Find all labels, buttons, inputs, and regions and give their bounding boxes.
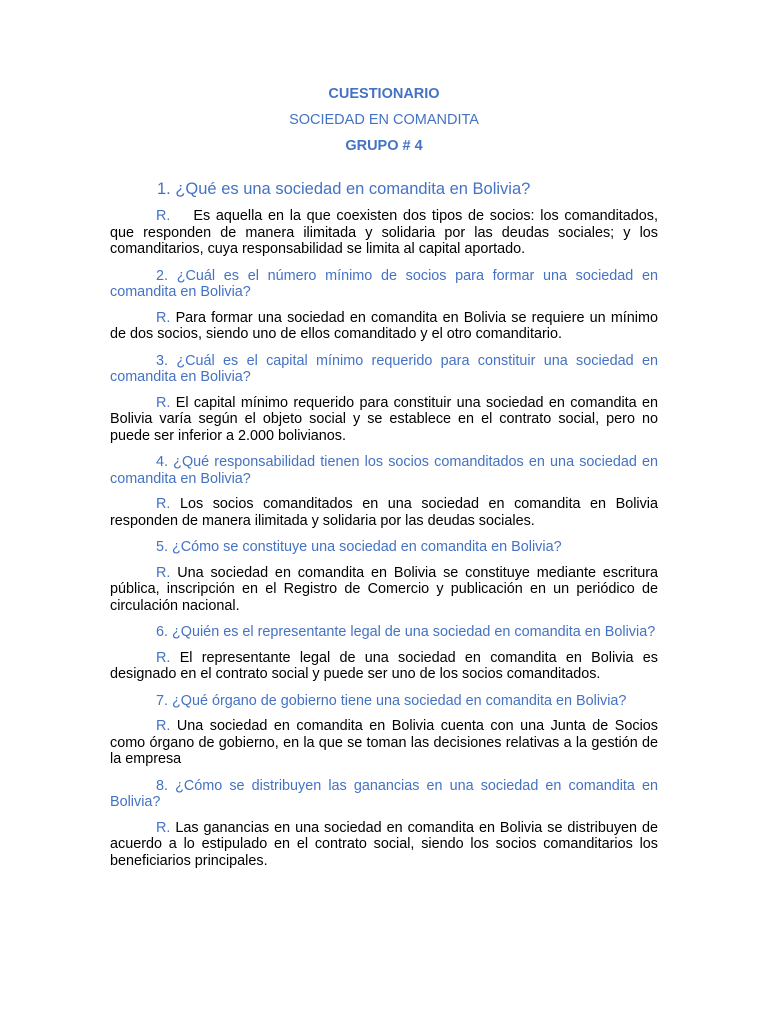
answer-6 <box>110 650 658 683</box>
document-title: CUESTIONARIO <box>328 86 440 102</box>
question-8: 8. ¿Cómo se distribuyen las ganancias en una sociedad en comandita en Bolivia? <box>110 777 658 810</box>
question-6: 6. ¿Quién es el representante legal de una sociedad en comandita en Bolivia? <box>156 624 656 640</box>
answer-3 <box>110 395 658 445</box>
group-label: GRUPO # 4 <box>345 138 423 154</box>
answer-4 <box>110 496 658 529</box>
question-5: 5. ¿Cómo se constituye una sociedad en comandita en Bolivia? <box>156 539 562 555</box>
answer-text: Una sociedad en comandita en Bolivia cuenta con una Junta de Socios como órgano de gobierno, en la que se toman las decisiones relativas a la gestión de la empresa <box>110 718 658 767</box>
answer-prefix: R. <box>156 564 171 581</box>
question-1: 1. ¿Qué es una sociedad en comandita en Bolivia? <box>157 180 531 198</box>
answer-prefix: R. <box>156 819 171 836</box>
answer-prefix: R. <box>156 718 171 734</box>
answer-prefix: R. <box>156 394 171 411</box>
question-3: 3. ¿Cuál es el capital mínimo requerido para constituir una sociedad en comandita en Bolivia? <box>110 352 658 385</box>
question-2: 2. ¿Cuál es el número mínimo de socios para formar una sociedad en comandita en Bolivia? <box>110 267 658 300</box>
answer-text: Las ganancias en una sociedad en comandita en Bolivia se distribuyen de acuerdo a lo estipulado en el contrato social, siendo los socios comanditarios los beneficiarios principales. <box>110 819 658 869</box>
answer-prefix: R. <box>156 496 171 512</box>
answer-5 <box>110 565 658 615</box>
answer-text: El representante legal de una sociedad en comandita en Bolivia es designado en el contrato social y puede ser uno de los socios comanditados. <box>110 649 659 682</box>
answer-8 <box>110 820 658 870</box>
answer-prefix: R. <box>156 208 171 224</box>
question-7: 7. ¿Qué órgano de gobierno tiene una sociedad en comandita en Bolivia? <box>156 692 627 709</box>
answer-text: Los socios comanditados en una sociedad en comandita en Bolivia responden de manera ilimitada y solidaria por las deudas sociales. <box>110 496 658 529</box>
answer-prefix: R. <box>156 649 171 666</box>
answer-1 <box>110 208 658 258</box>
answer-text: Una sociedad en comandita en Bolivia se constituye mediante escritura pública, inscripción en el Registro de Comercio y publicación en un periódico de circulación nacional. <box>110 564 658 614</box>
document-page <box>110 80 658 869</box>
answer-7 <box>110 718 658 768</box>
answer-text: Para formar una sociedad en comandita en Bolivia se requiere un mínimo de dos socios, siendo uno de ellos comanditado y el otro comanditario. <box>110 309 658 342</box>
answer-prefix: R. <box>156 309 171 326</box>
document-subtitle: SOCIEDAD EN COMANDITA <box>289 112 479 128</box>
answer-2 <box>110 310 658 343</box>
answer-text: El capital mínimo requerido para constituir una sociedad en comandita en Bolivia varía según el objeto social y se establece en el contrato social, pero no puede ser inferior a 2.000 bolivianos. <box>110 394 659 444</box>
question-4: 4. ¿Qué responsabilidad tienen los socios comanditados en una sociedad en comandita en Bolivia? <box>110 454 658 487</box>
answer-text: Es aquella en la que coexisten dos tipos de socios: los comanditados, que responden de manera ilimitada y solidaria por las deudas sociales; y los comanditarios, cuya responsabilidad se limita al capital aportado. <box>110 208 658 257</box>
